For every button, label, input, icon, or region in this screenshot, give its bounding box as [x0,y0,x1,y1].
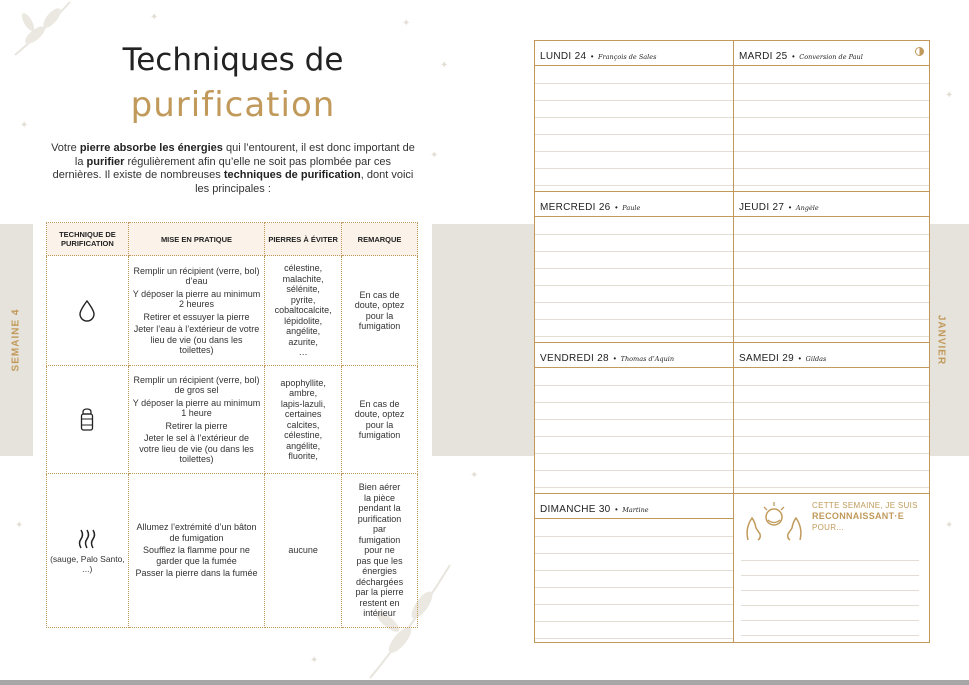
intro-emphasis: pierre absorbe les énergies [79,142,223,154]
writing-lines[interactable] [535,520,733,642]
smoke-icon [77,528,97,550]
salt-shaker-icon [79,408,95,432]
remark-cell [342,366,418,474]
remark-line: purification [357,513,402,524]
stone-name: aucune [288,545,318,556]
technique-note: (sauge, Palo Santo, ...) [50,553,125,574]
star-decoration: ✦ [945,90,954,101]
stone-name: lapis-lazuli, [280,398,326,409]
star-decoration: ✦ [402,18,411,29]
remark-line: fumigation [358,534,401,545]
table-header-row [47,223,418,256]
day-name: VENDREDI 28 [540,353,609,364]
practice-step: Y déposer la pierre au minimum 2 heures [132,288,261,309]
stones-cell [265,366,342,474]
day-saint: Paule [622,204,641,212]
remark-line: doute, optez [354,300,405,310]
table-row [47,366,418,474]
bullet: • [615,505,618,514]
practice-step: Allumez l’extrémité d’un bâton de fumigation [136,522,257,543]
purification-table [46,222,418,628]
star-decoration: ✦ [430,150,439,161]
remark-line: par [373,524,387,535]
star-decoration: ✦ [470,470,479,481]
technique-cell [47,366,129,474]
remark-line: pas que les [356,555,403,566]
remark-line: fumigation [358,430,401,440]
sun-hands-icon [742,500,806,542]
day-box-sunday[interactable] [535,494,734,642]
stone-name: angélite, [286,326,321,337]
day-name: JEUDI 27 [739,202,785,213]
practice-step: Remplir un récipient (verre, bol) de gros sel [133,374,260,395]
remark-line: pour ne [364,545,395,556]
day-header [734,41,929,66]
stones-cell [265,474,342,628]
stone-name: célestine, [284,430,323,440]
intro-emphasis: techniques de purification [223,169,361,181]
day-header [535,41,733,66]
writing-lines[interactable] [535,67,733,191]
remark-cell [342,256,418,366]
month-label: JANVIER [935,314,947,366]
gratitude-line: RECONNAISSANT·E [812,511,905,521]
day-name: SAMEDI 29 [739,353,794,364]
bullet: • [613,354,617,363]
week-label: SEMAINE 4 [10,308,22,372]
remark-line: fumigation [358,321,401,331]
practice-step: Retirer la pierre [165,420,228,431]
day-name: MERCREDI 26 [540,202,611,213]
remark-line: pour la [365,310,394,321]
stone-name: cobaltocalcite, [274,305,332,316]
remark-line: énergies [362,566,397,577]
day-saint: Thomas d’Aquin [620,355,675,363]
stone-name: fluorite, [288,451,318,461]
column-header: MISE EN PRATIQUE [128,223,264,256]
stone-name: malachite, [282,273,324,284]
stone-name: sélénite, [286,284,320,295]
day-name: MARDI 25 [739,51,788,62]
remark-line: pour la [365,419,394,430]
intro-paragraph [50,142,416,196]
table-row [47,256,418,366]
practice-step: Soufflez la flamme pour ne garder que la fumée [143,545,250,566]
stone-name: certaines [284,409,322,419]
intro-text: Votre [51,142,80,154]
bullet: • [788,203,792,212]
technique-cell [47,256,129,366]
bullet: • [615,203,618,212]
practice-step: Jeter l’eau à l’extérieur de votre lieu de vie (ou dans les toilettes) [133,324,260,355]
intro-text: qui l’entourent, il est donc important de la [74,142,415,168]
star-decoration: ✦ [15,520,24,531]
stone-name: lépidolite, [284,315,323,326]
day-saint: Gildas [805,355,827,363]
remark-line: En cas de [359,398,400,409]
column-header: PIERRES À ÉVITER [265,223,342,256]
writing-lines[interactable] [734,369,929,493]
practice-step: Remplir un récipient (verre, bol) d’eau [133,265,260,286]
day-saint: François de Sales [598,53,657,61]
stone-name: … [298,347,308,358]
gratitude-line: POUR... [812,523,844,532]
remark-line: intérieur [363,608,396,619]
day-header [734,192,929,217]
remark-line: pendant la [358,503,401,514]
stone-name: calcites, [286,419,320,430]
star-decoration: ✦ [310,655,319,666]
star-decoration: ✦ [20,120,29,131]
day-header [535,343,733,368]
remark-line: doute, optez [354,409,405,419]
intro-emphasis: purifier [86,155,125,168]
remark-line: En cas de [359,289,400,300]
bullet: • [798,354,802,363]
remark-line: restent en [359,597,400,608]
day-saint: Angèle [795,204,819,212]
star-decoration: ✦ [150,12,159,23]
practice-cell [128,474,264,628]
gratitude-section [737,496,927,642]
practice-cell [128,366,264,474]
gratitude-prompt [812,500,927,533]
writing-lines[interactable] [734,67,929,191]
stone-name: azurite, [288,336,318,347]
day-saint: Martine [622,506,649,514]
table-row [47,474,418,628]
day-box-tuesday[interactable] [734,41,929,192]
gratitude-writing-lines[interactable] [741,546,919,642]
practice-step: Y déposer la pierre au minimum 1 heure [132,397,261,418]
page-bottom-rule [0,680,969,685]
technique-cell [47,474,129,628]
bullet: • [791,52,795,61]
day-saint: Conversion de Paul [799,53,863,61]
stone-name: angélite, [286,440,321,451]
remark-line: déchargées [356,576,404,587]
column-header: REMARQUE [342,223,418,256]
stones-cell [265,256,342,366]
practice-step: Passer la pierre dans la fumée [135,568,258,579]
day-box-thursday[interactable] [734,192,929,343]
day-header [535,494,733,519]
day-box-friday[interactable] [535,343,734,494]
remark-cell [342,474,418,628]
practice-cell [128,256,264,366]
day-name: DIMANCHE 30 [540,504,611,515]
page-title-line1: Techniques de [122,42,344,78]
stone-name: pyrite, [290,294,316,305]
day-header [535,192,733,217]
stone-name: célestine, [284,263,323,274]
water-drop-icon [79,300,95,322]
intro-text: , dont voici les principales : [195,169,414,195]
column-header: TECHNIQUE DE PURIFICATION [47,223,129,256]
stone-name: apophyllite, [280,377,326,388]
remark-line: par la pierre [355,587,404,598]
day-box-saturday[interactable] [734,343,929,494]
week-band-middle [432,224,534,456]
writing-lines[interactable] [535,218,733,342]
writing-lines[interactable] [535,369,733,493]
writing-lines[interactable] [734,218,929,342]
day-box-monday[interactable] [535,41,734,192]
practice-step: Jeter le sel à l’extérieur de votre lieu de vie (ou dans les toilettes) [139,433,254,464]
practice-step: Retirer et essuyer la pierre [143,311,250,322]
day-header [734,343,929,368]
page-title-line2: purification [130,85,336,125]
star-decoration: ✦ [440,60,449,71]
star-decoration: ✦ [945,520,954,531]
remark-line: la pièce [364,492,396,503]
remark-line: Bien aérer [358,482,401,493]
day-box-wednesday[interactable] [535,192,734,343]
moon-phase-icon [915,47,924,56]
stone-name: ambre, [289,388,318,398]
gratitude-line: CETTE SEMAINE, JE SUIS [812,501,918,510]
bullet: • [590,52,594,61]
intro-text: régulièrement afin qu’elle ne soit pas plombée par ces dernières. Il existe de nombreuses [52,155,392,181]
day-name: LUNDI 24 [540,51,587,62]
